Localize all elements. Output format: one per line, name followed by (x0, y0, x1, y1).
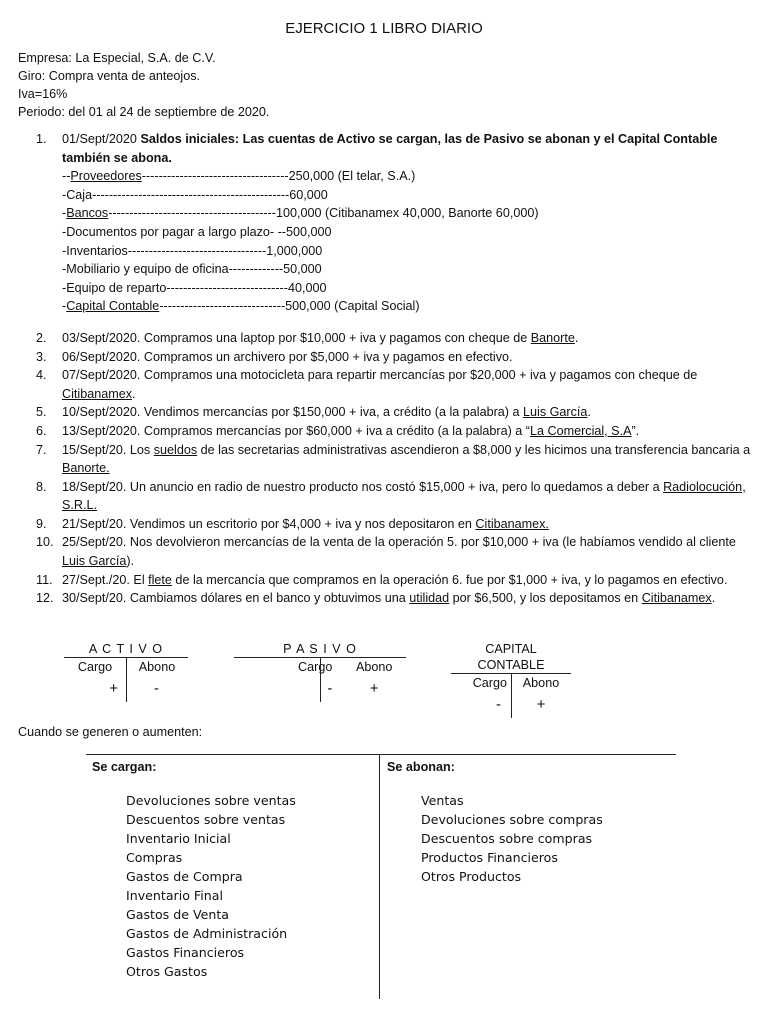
abono-sign: + (536, 696, 546, 713)
balance-line: -Documentos por pagar a largo plazo- --500,000 (62, 224, 332, 239)
list-item: Gastos Financieros (126, 945, 245, 960)
list-item: 11. 27/Sept./20. El flete de la mercancía que compramos en la operación 6. fue por $1,000 + iva, y lo pagamos en efectivo. (36, 572, 728, 587)
cargan-title: Se cargan: (92, 760, 157, 774)
abonan-column (387, 757, 603, 886)
item-number: 1. (36, 132, 47, 146)
cargo-label: Cargo (298, 660, 333, 674)
list-item: 9. 21/Sept/20. Vendimos un escritorio por $4,000 + iva y nos depositaron en Citibanamex. (36, 516, 549, 531)
abono-label: Abono (355, 660, 393, 674)
empresa-line: Empresa: La Especial, S.A. de C.V. (18, 51, 216, 65)
operations-list (36, 130, 754, 608)
company-info (18, 49, 269, 121)
page-title: EJERCICIO 1 LIBRO DIARIO (285, 20, 483, 37)
list-item: Gastos de Administración (126, 926, 288, 941)
list-item: Descuentos sobre ventas (126, 812, 286, 827)
list-item: Compras (126, 850, 183, 865)
list-item: Devoluciones sobre ventas (126, 793, 296, 808)
abonan-title: Se abonan: (387, 760, 455, 774)
list-item: Inventario Final (126, 888, 223, 903)
list-item: 3. 06/Sept/2020. Compramos un archivero por $5,000 + iva y pagamos en efectivo. (36, 349, 513, 364)
generen-label: Cuando se generen o aumenten: (18, 725, 203, 739)
cargo-sign: - (496, 696, 501, 713)
rules-divider (379, 755, 380, 999)
list-item (36, 130, 754, 316)
periodo-line: Periodo: del 01 al 24 de septiembre de 2020. (18, 105, 270, 119)
t-account-pasivo (234, 641, 406, 702)
list-item: Gastos de Venta (126, 907, 230, 922)
list-item: Inventario Inicial (126, 831, 231, 846)
list-item: 4. 07/Sept/2020. Compramos una motocicleta para repartir mercancías por $20,000 + iva y pagamos con cheque de Citibanamex. (36, 368, 698, 401)
cargo-sign: + (109, 680, 118, 697)
t-account-title: A C T I V O (64, 641, 188, 658)
list-item: Devoluciones sobre compras (421, 812, 603, 827)
abono-label: Abono (138, 660, 176, 674)
list-item: 5. 10/Sept/2020. Vendimos mercancías por $150,000 + iva, a crédito (a la palabra) a Luis García. (36, 405, 591, 420)
list-item: Gastos de Compra (126, 869, 243, 884)
rules-table (86, 754, 676, 999)
balance-line: --Proveedores-----------------------------------250,000 (El telar, S.A.) (62, 169, 416, 184)
cargo-label: Cargo (472, 676, 507, 690)
giro-line: Giro: Compra venta de anteojos. (18, 69, 201, 83)
list-item: 6. 13/Sept/2020. Compramos mercancías por $60,000 + iva a crédito (a la palabra) a “La Comercial, S.A”. (36, 423, 640, 438)
list-item: Descuentos sobre compras (421, 831, 593, 846)
list-item: 8. 18/Sept/20. Un anuncio en radio de nuestro producto nos costó $15,000 + iva, pero lo quedamos a deber a Radiolocución, S.R.L. (36, 479, 746, 513)
t-account-title: CAPITAL CONTABLE (451, 641, 571, 674)
list-item: Productos Financieros (421, 850, 558, 865)
balance-line: -Capital Contable------------------------------500,000 (Capital Social) (62, 299, 420, 314)
balance-line: -Caja-----------------------------------------------60,000 (62, 187, 328, 202)
list-item: 7. 15/Sept/20. Los sueldos de las secretarias administrativas ascendieron a $8,000 y les hicimos una transferencia bancaria a Banorte. (36, 442, 751, 476)
balance-line: -Equipo de reparto-----------------------------40,000 (62, 280, 327, 295)
balance-line: -Inventarios---------------------------------1,000,000 (62, 243, 323, 258)
t-account-activo (64, 641, 188, 702)
abono-label: Abono (522, 676, 560, 690)
list-item: 10. 25/Sept/20. Nos devolvieron mercancías de la venta de la operación 5. por $10,000 + iva (le habíamos vendido al cliente Luis García). (36, 535, 736, 569)
iva-line: Iva=16% (18, 87, 68, 101)
item-heading: Saldos iniciales: Las cuentas de Activo se cargan, las de Pasivo se abonan y el Capital Contable también se abona. (62, 132, 718, 165)
balance-line: -Mobiliario y equipo de oficina-------------50,000 (62, 262, 322, 277)
t-account-capital (451, 641, 571, 718)
abono-sign: - (154, 680, 159, 697)
cargo-sign: - (327, 680, 333, 697)
t-account-title: P A S I V O (234, 641, 406, 658)
cargo-label: Cargo (77, 660, 113, 674)
list-item: Otros Productos (421, 869, 522, 884)
list-item: 2. 03/Sept/2020. Compramos una laptop por $10,000 + iva y pagamos con cheque de Banorte. (36, 330, 579, 345)
list-item: Ventas (421, 793, 464, 808)
abono-sign: + (369, 680, 379, 697)
cargan-column (92, 757, 296, 981)
item-date: 01/Sept/2020 (62, 132, 141, 146)
list-item: 12. 30/Sept/20. Cambiamos dólares en el banco y obtuvimos una utilidad por $6,500, y los depositamos en Citibanamex. (36, 591, 716, 606)
list-item: Otros Gastos (126, 964, 208, 979)
balance-line: -Bancos----------------------------------------100,000 (Citibanamex 40,000, Banorte 60,000) (62, 206, 539, 221)
